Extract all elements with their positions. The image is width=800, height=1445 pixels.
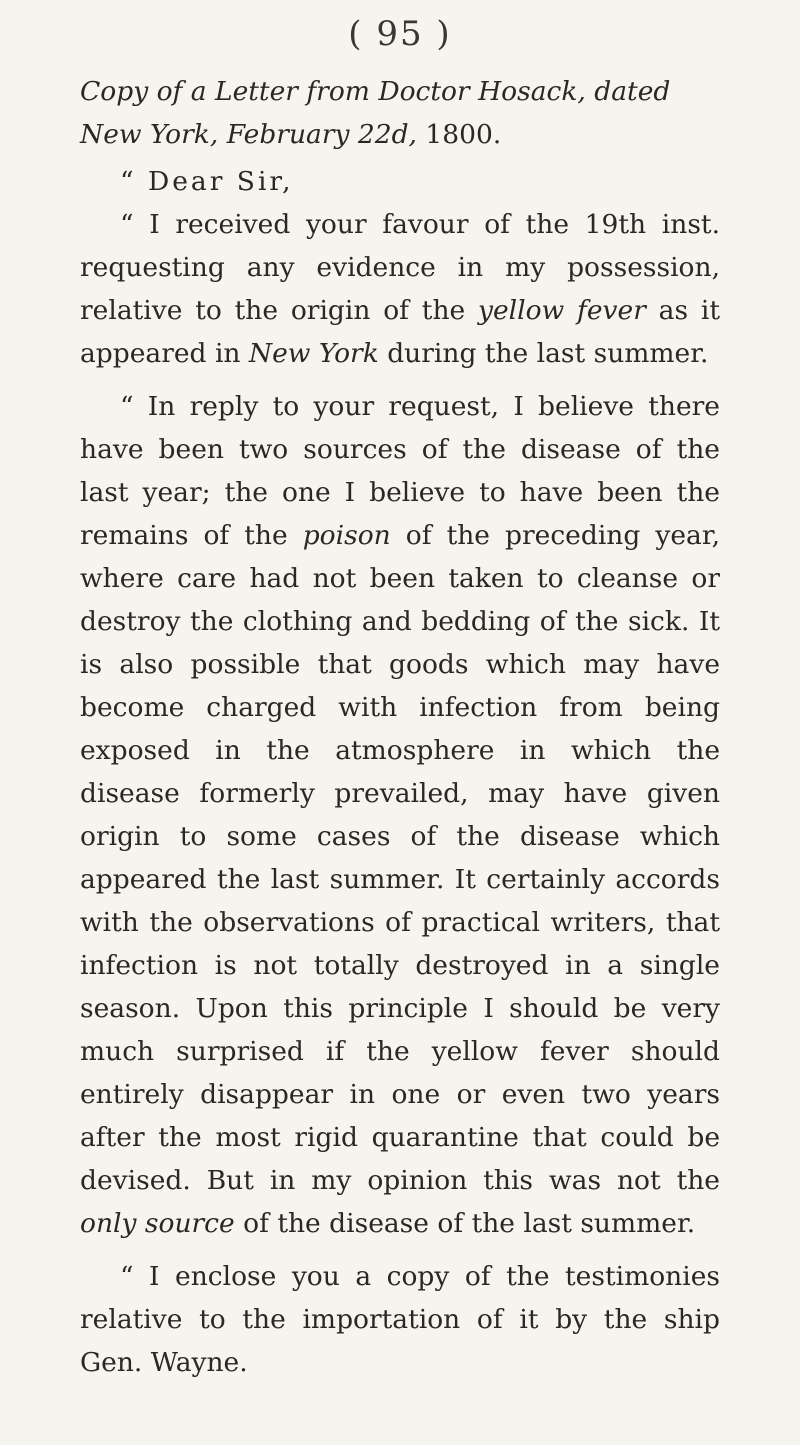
paragraph-2-emphasis-2: only source [80,1208,235,1239]
paragraph-1-part-1: “ I received your favour of the 19th inst. requesting any evidence in my possession, relative to the origin of the [80,209,720,326]
heading-text: Copy of a Letter from Doctor Hosack, dated New York, February 22d, [80,76,671,150]
salutation: “ Dear Sir, [120,166,294,197]
letter-text [80,70,720,1384]
paragraph-2-part-2: of the preceding year, where care had not been taken to cleanse or destroy the clothing and bedding of the sick. It is also possible that goods which may have become charged with infection from being exposed in the atmosphere in which the disease formerly prevailed, may have given origin to some cases of the disease which appeared the last summer. It certainly accords with the observations of practical writers, that infection is not totally destroyed in a single season. Upon this principle I should be very much surprised if the yellow fever should entirely disappear in one or even two years after the most rigid quarantine that could be devised. But in my opinion this was not the [80,520,721,1196]
paragraph-1 [80,203,720,375]
paragraph-2-part-3: of the disease of the last summer. [234,1208,696,1239]
paragraph-1-part-2: as it appeared in [80,295,720,369]
paragraph-3: “ I enclose you a copy of the testimonies relative to the importation of it by the ship Gen. Wayne. [80,1261,720,1378]
paragraph-2 [80,385,720,1245]
paragraph-2-part-1: “ In reply to your request, I believe there have been two sources of the disease of the last year; the one I believe to have been the remains of the [80,391,720,551]
paragraph-1-emphasis-2: New York [248,338,379,369]
page-number: ( 95 ) [348,14,452,54]
paragraph-2-emphasis-1: poison [302,520,391,551]
paragraph-1-part-3: during the last summer. [378,338,709,369]
heading-year: 1800. [425,119,502,150]
letter-heading [80,70,720,156]
paragraph-1-emphasis-1: yellow fever [478,295,646,326]
